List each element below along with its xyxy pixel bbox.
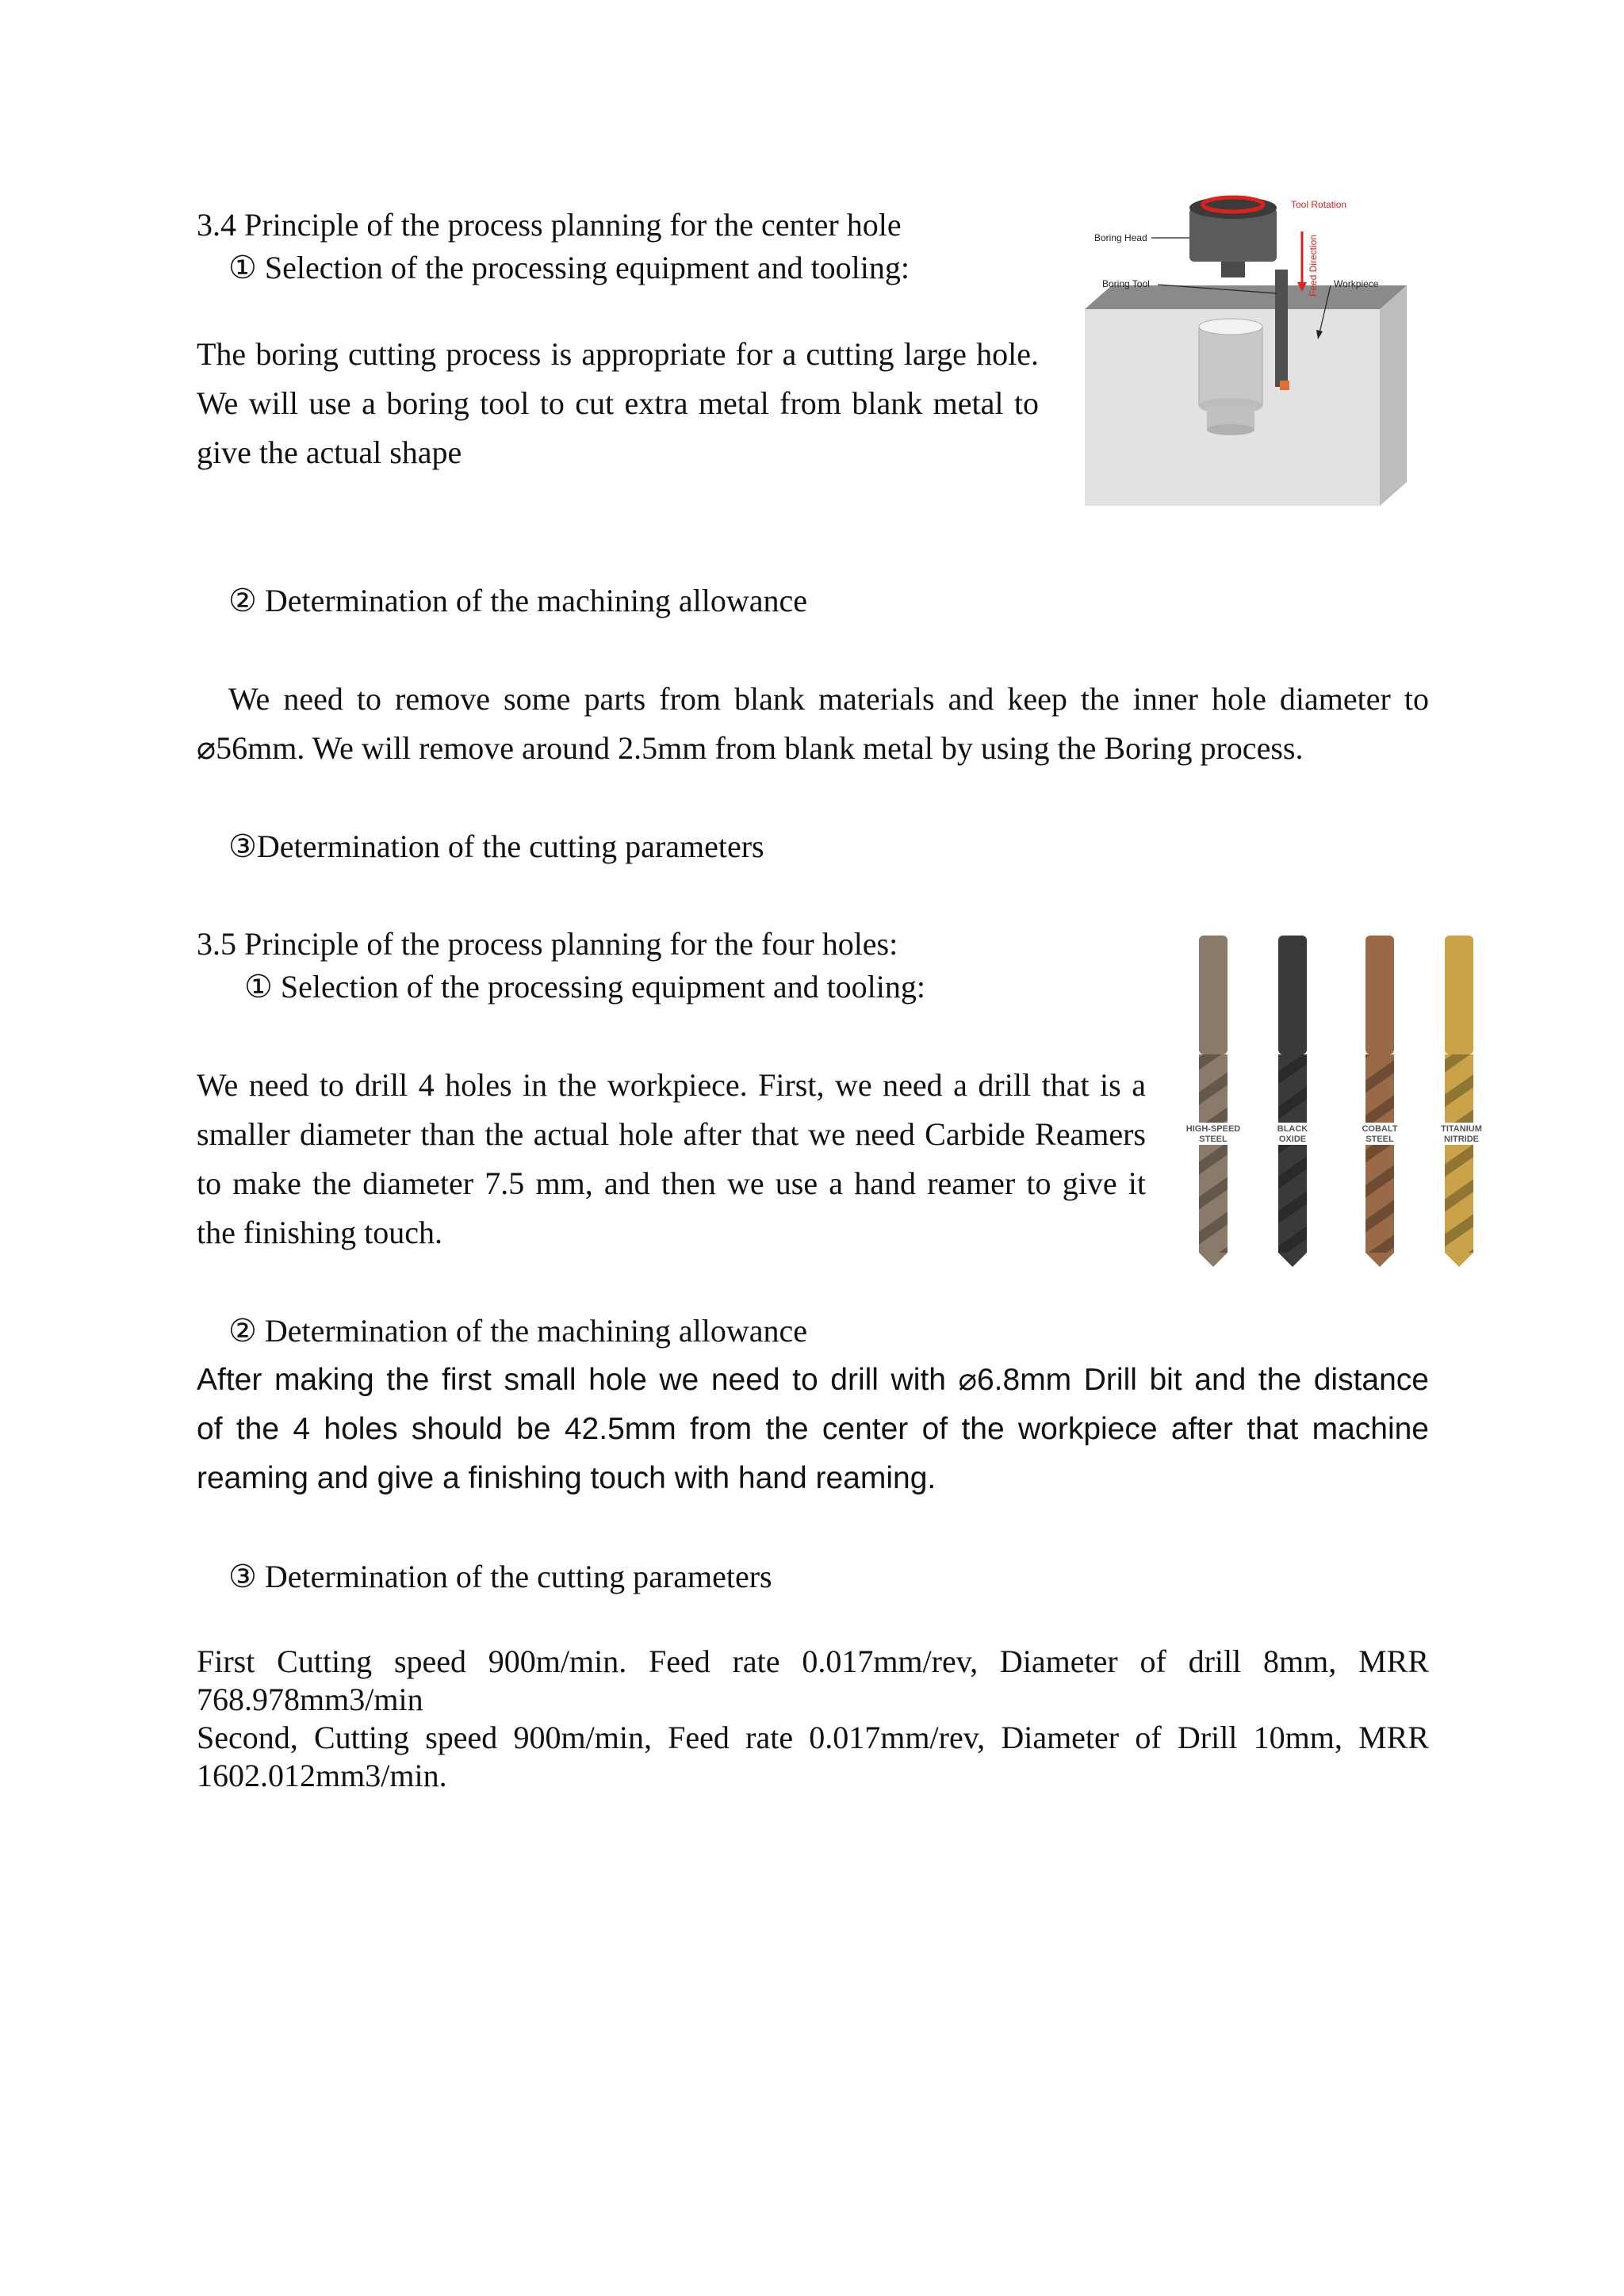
tool-rotation-label: Tool Rotation: [1291, 199, 1347, 210]
subheading-machining-allowance-2: ② Determination of the machining allowance: [228, 1313, 808, 1349]
paragraph-line: ⌀56mm. We will remove around 2.5mm from blank metal by using the Boring process.: [197, 730, 1304, 766]
subheading-cutting-parameters: ③Determination of the cutting parameters: [228, 828, 764, 864]
drill-label-1a: HIGH-SPEED: [1185, 1124, 1241, 1134]
paragraph-line: of the 4 holes should be 42.5mm from the center of the workpiece after that machine: [197, 1412, 1429, 1446]
parameter-line: First Cutting speed 900m/min. Feed rate 0.017mm/rev, Diameter of drill 8mm, MRR: [197, 1644, 1429, 1679]
drill-label-1b: STEEL: [1199, 1135, 1228, 1144]
workpiece-label: Workpiece: [1334, 278, 1379, 289]
section-heading-3-4: 3.4 Principle of the process planning for the center hole: [197, 207, 902, 243]
drill-bit-high-speed-steel: [1199, 936, 1228, 1267]
boring-tool-label: Boring Tool: [1102, 278, 1150, 289]
boring-process-figure: [1078, 190, 1411, 507]
paragraph-line: the finishing touch.: [197, 1215, 442, 1250]
paragraph-line: to make the diameter 7.5 mm, and then we use a hand reamer to give it: [197, 1165, 1146, 1201]
drill-label-4a: TITANIUM: [1441, 1124, 1482, 1134]
drill-label-2b: OXIDE: [1278, 1135, 1307, 1144]
parameter-line: 1602.012mm3/min.: [197, 1758, 447, 1793]
paragraph-line: We need to drill 4 holes in the workpiece. First, we need a drill that is a: [197, 1067, 1146, 1103]
section-heading-3-5: 3.5 Principle of the process planning for the four holes:: [197, 926, 898, 962]
drill-bit-black-oxide: [1278, 936, 1307, 1267]
paragraph-line: We will use a boring tool to cut extra metal from blank metal to: [197, 385, 1039, 421]
subheading-equipment-tooling-2: ① Selection of the processing equipment and tooling:: [244, 969, 926, 1004]
paragraph-line: The boring cutting process is appropriate for a cutting large hole.: [197, 336, 1039, 372]
paragraph-line: give the actual shape: [197, 434, 462, 470]
parameter-line: Second, Cutting speed 900m/min, Feed rate 0.017mm/rev, Diameter of Drill 10mm, MRR: [197, 1720, 1429, 1755]
subheading-cutting-parameters-2: ③ Determination of the cutting parameters: [228, 1559, 772, 1594]
feed-direction-label: Feed Direction: [1308, 234, 1319, 297]
parameter-line: 768.978mm3/min: [197, 1682, 423, 1717]
subheading-equipment-tooling: ① Selection of the processing equipment and tooling:: [228, 250, 910, 285]
drill-label-3a: COBALT: [1362, 1124, 1398, 1134]
drill-label-4b: NITRIDE: [1444, 1135, 1479, 1144]
subheading-machining-allowance: ② Determination of the machining allowance: [228, 583, 808, 618]
paragraph-line: After making the first small hole we need to drill with ⌀6.8mm Drill bit and the distance: [197, 1363, 1429, 1397]
drill-bits-figure: [1174, 936, 1499, 1269]
drill-label-3b: STEEL: [1365, 1135, 1394, 1144]
paragraph-line: We need to remove some parts from blank materials and keep the inner hole diameter to: [228, 681, 1429, 717]
paragraph-line: smaller diameter than the actual hole after that we need Carbide Reamers: [197, 1116, 1146, 1152]
drill-bit-cobalt-steel: [1365, 936, 1394, 1267]
boring-head-label: Boring Head: [1094, 232, 1147, 243]
paragraph-line: reaming and give a finishing touch with hand reaming.: [197, 1461, 936, 1495]
drill-bit-titanium-nitride: [1445, 936, 1473, 1267]
boring-tool: [1275, 270, 1288, 387]
drill-label-2a: BLACK: [1277, 1124, 1308, 1134]
